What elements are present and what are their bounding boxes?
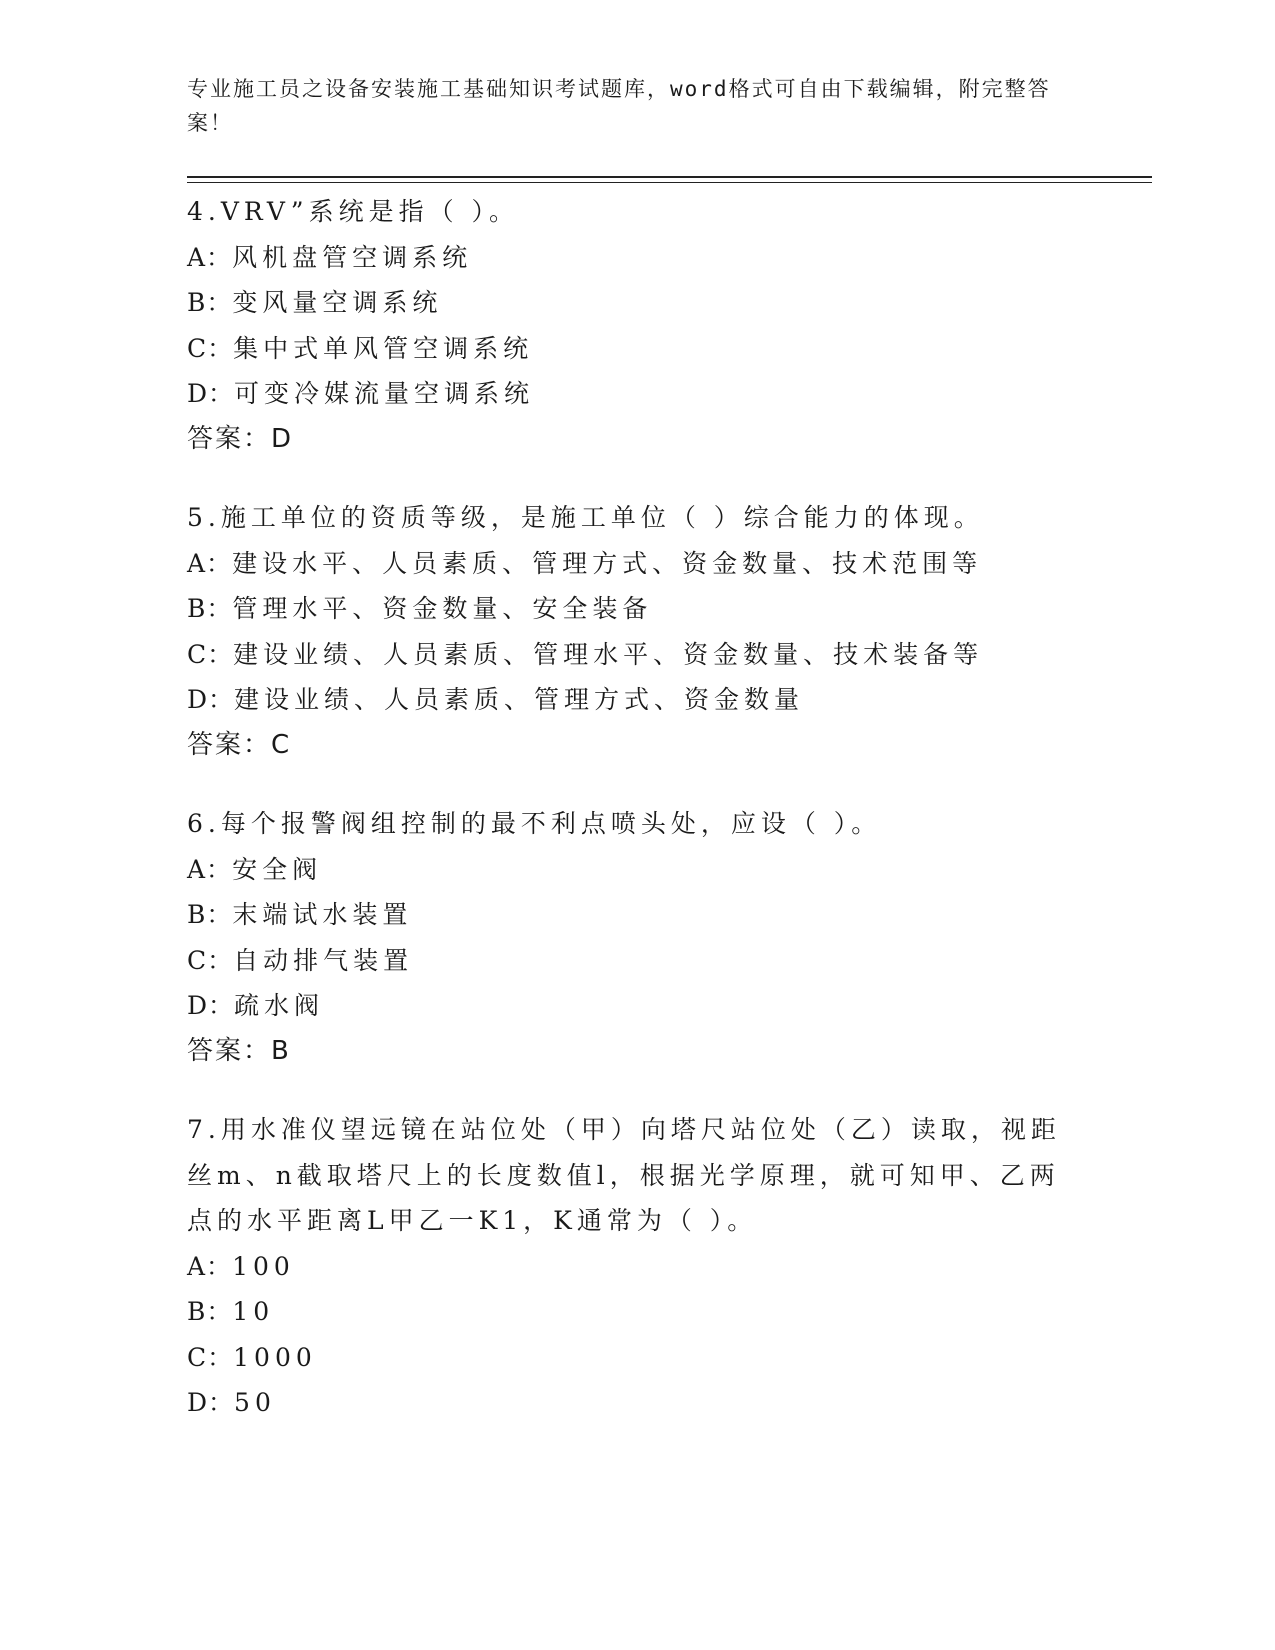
option-label: C： — [187, 333, 234, 363]
option-text: 自动排气装置 — [233, 945, 414, 975]
option-label: A： — [187, 242, 233, 272]
header-divider-thick — [187, 176, 1152, 178]
option-text: 末端试水装置 — [232, 900, 413, 930]
option-text: 建设业绩、人员素质、管理方式、资金数量 — [234, 685, 805, 715]
option-a — [187, 847, 1087, 893]
option-text: 管理水平、资金数量、安全装备 — [232, 594, 653, 624]
option-text: 100 — [232, 1251, 295, 1281]
option-label: B： — [187, 288, 233, 318]
option-b — [187, 1289, 1087, 1335]
option-text: 集中式单风管空调系统 — [233, 333, 534, 363]
option-d — [187, 371, 1087, 417]
question-4 — [187, 189, 1087, 461]
header-divider-thin — [187, 182, 1152, 183]
option-text: 疏水阀 — [234, 991, 325, 1021]
question-stem: 5.施工单位的资质等级，是施工单位（ ）综合能力的体现。 — [187, 502, 984, 532]
option-text: 10 — [232, 1297, 275, 1327]
question-6 — [187, 801, 1087, 1073]
document-header: 专业施工员之设备安装施工基础知识考试题库，word格式可自由下载编辑，附完整答案！ — [187, 77, 1051, 135]
option-label: D： — [187, 685, 235, 715]
option-c — [187, 326, 1087, 372]
option-label: A： — [187, 1251, 233, 1281]
option-label: C： — [187, 639, 234, 669]
option-label: C： — [187, 945, 234, 975]
option-label: D： — [187, 379, 235, 409]
question-7 — [187, 1107, 1087, 1426]
option-d — [187, 1380, 1087, 1426]
option-text: 风机盘管空调系统 — [232, 242, 473, 272]
option-text: 1000 — [233, 1342, 317, 1372]
option-c — [187, 632, 1087, 678]
answer-key: 答案：B — [187, 1035, 291, 1066]
option-label: B： — [187, 1297, 233, 1327]
option-a — [187, 541, 1087, 587]
question-stem: 6.每个报警阀组控制的最不利点喷头处，应设（ ）。 — [187, 808, 882, 838]
option-text: 建设业绩、人员素质、管理水平、资金数量、技术装备等 — [233, 639, 984, 669]
answer-key: 答案：D — [187, 423, 294, 454]
option-text: 可变冷媒流量空调系统 — [234, 379, 535, 409]
option-text: 安全阀 — [232, 854, 323, 884]
option-b — [187, 280, 1087, 326]
option-b — [187, 892, 1087, 938]
option-label: C： — [187, 1342, 234, 1372]
question-5 — [187, 495, 1087, 767]
option-label: D： — [187, 1388, 235, 1418]
option-d — [187, 983, 1087, 1029]
answer-key: 答案：C — [187, 729, 292, 760]
question-list — [187, 189, 1087, 1460]
option-b — [187, 586, 1087, 632]
option-text: 50 — [234, 1388, 276, 1418]
option-label: A： — [187, 854, 233, 884]
question-stem: 4.VRV”系统是指（ ）。 — [187, 197, 520, 226]
option-label: B： — [187, 594, 233, 624]
option-text: 变风量空调系统 — [232, 288, 443, 318]
option-a — [187, 235, 1087, 281]
option-label: D： — [187, 991, 235, 1021]
option-label: B： — [187, 900, 233, 930]
option-text: 建设水平、人员素质、管理方式、资金数量、技术范围等 — [232, 548, 983, 578]
option-c — [187, 938, 1087, 984]
option-a — [187, 1244, 1087, 1290]
option-d — [187, 677, 1087, 723]
option-label: A： — [187, 548, 233, 578]
question-stem: 7.用水准仪望远镜在站位处（甲）向塔尺站位处（乙）读取，视距丝m、n截取塔尺上的长度数值l，根据光学原理，就可知甲、乙两点的水平距离L甲乙一K1，K通常为（ ）。 — [187, 1114, 1061, 1236]
option-c — [187, 1335, 1087, 1381]
